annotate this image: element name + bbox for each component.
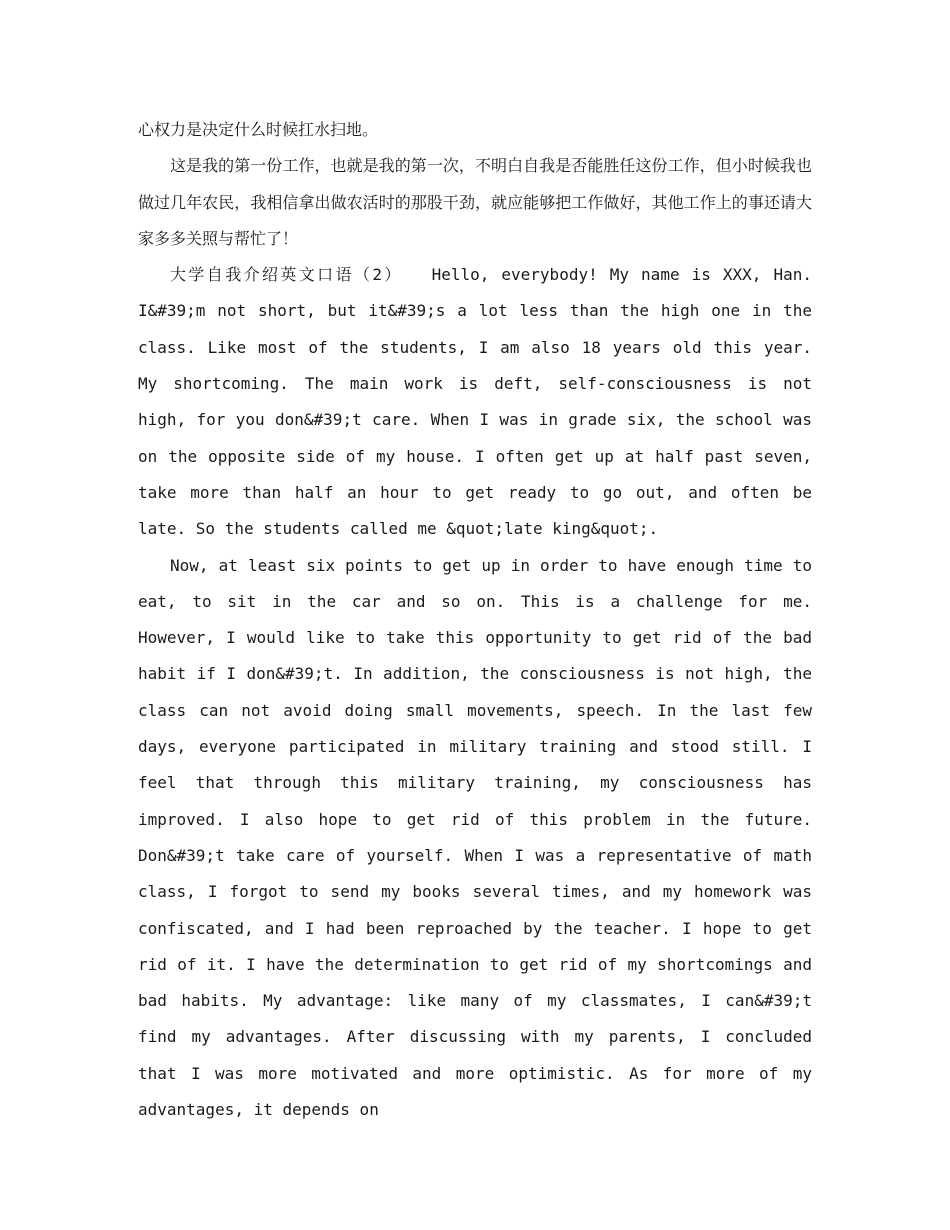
paragraph-3: 大学自我介绍英文口语（2） Hello, everybody! My name is XXX, Han. I&#39;m not short, but it&#39;s a lot less than the high one in the class. Like most of the students, I am also 18 years old this year. My shortcoming. The main work is deft, self-consciousness is not high, for you don&#39;t care. When I was in grade six, the school was on the opposite side of my house. I often get up at half past seven, take more than half an hour to get ready to go out, and often be late. So the students called me &quot;late king&quot;.: [138, 265, 812, 539]
paragraph-4: Now, at least six points to get up in order to have enough time to eat, to sit in the car and so on. This is a challenge for me. However, I would like to take this opportunity to get rid of the bad habit if I don&#39;t. In addition, the consciousness is not high, the class can not avoid doing small movements, speech. In the last few days, everyone participated in military training and stood still. I feel that through this military training, my consciousness has improved. I also hope to get rid of this problem in the future. Don&#39;t take care of yourself. When I was a representative of math class, I forgot to send my books several times, and my homework was confiscated, and I had been reproached by the teacher. I hope to get rid of it. I have the determination to get rid of my shortcomings and bad habits. My advantage: like many of my classmates, I can&#39;t find my advantages. After discussing with my parents, I concluded that I was more motivated and more optimistic. As for more of my advantages, it depends on: [138, 555, 812, 1120]
paragraph-2: 这是我的第一份工作，也就是我的第一次，不明白自我是否能胜任这份工作，但小时候我也做过几年农民，我相信拿出做农活时的那股干劲，就应能够把工作做好，其他工作上的事还请大家多多关照与帮忙了！: [138, 156, 812, 248]
paragraph-1: 心权力是决定什么时候扛水扫地。: [138, 120, 379, 139]
document-body: [138, 112, 812, 1128]
